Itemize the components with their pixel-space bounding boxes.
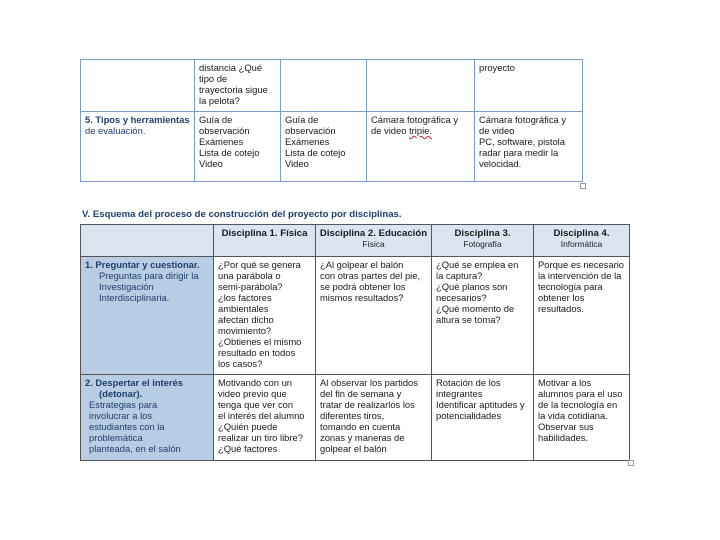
cell-line: Video [199,158,223,169]
cell-line: Rotación de los [436,377,501,388]
cell-line: con otras partes del pie, [320,270,421,281]
row-heading: 2. Despertar el interés [85,377,183,388]
cell-line: mismos resultados? [320,292,404,303]
cell-line: resultados. [538,303,584,314]
process-table [80,224,630,461]
cell-line: Guía de [285,114,319,125]
cell-line: tomando en cuenta [320,421,401,432]
table-cell [195,112,281,182]
cell-line: del fin de semana y [320,388,402,399]
table-row [81,375,630,461]
cell-line: diferentes tiros, [320,410,385,421]
cell-line: realizar un tiro libre? [218,432,303,443]
table-cell [214,257,316,375]
header-corner [81,225,214,257]
cell-line: Motivar a los [538,377,592,388]
cell-line: alumnos para el uso [538,388,623,399]
cell-line: Motivando con un [218,377,293,388]
cell-line: Identificar aptitudes y [436,399,525,410]
row-subheading: de evaluación. [85,125,146,136]
cell-line: Exámenes [199,136,244,147]
cell-line: radar para medir la [479,147,559,158]
cell-line: potencialidades [436,410,502,421]
row-heading: 1. Preguntar y cuestionar. [85,259,200,270]
row-heading: (detonar). [99,388,143,399]
cell-line: zonas y maneras de [320,432,405,443]
cell-line: ¿Qué se emplea en [436,259,519,270]
row-subheading: estudiantes con la [89,421,165,432]
cell-line: video previo que [218,388,287,399]
cell-line: proyecto [479,62,515,73]
row-heading-cell [81,257,214,375]
cell-line: altura se toma? [436,314,501,325]
cell-line: se podrá obtener los [320,281,406,292]
table-row [81,60,583,112]
table-cell [214,375,316,461]
table-cell [81,112,195,182]
cell-line: movimiento? [218,325,272,336]
table-cell [195,60,281,112]
evaluation-table [80,59,583,182]
cell-line: los casos? [218,358,263,369]
row-subheading: planteada, en el salón [89,443,181,454]
cell-line: PC, software, pistola [479,136,565,147]
column-header: Disciplina 4. Informática [534,225,630,257]
cell-line: resultado en todos [218,347,296,358]
cell-line: integrantes [436,388,483,399]
section-title: V. Esquema del proceso de construcción del proyecto por disciplinas. [82,209,402,220]
column-header: Disciplina 3. Fotografía [432,225,534,257]
table-cell [81,60,195,112]
cell-line: ¿los factores [218,292,272,303]
table-cell [316,375,432,461]
table-cell [367,112,475,182]
cell-line: Porque es necesario [538,259,624,270]
cell-line: Video [285,158,309,169]
cell-line: habilidades. [538,432,589,443]
cell-line: ¿Por qué se genera [218,259,301,270]
cell-line: ambientales [218,303,269,314]
cell-text: de video [371,125,410,136]
cell-line [371,125,470,136]
row-subheading: Interdisciplinaria. [99,292,170,303]
cell-line: Cámara fotográfica y [371,114,459,125]
cell-line: Guía de [199,114,233,125]
cell-line: tenga que ver con [218,399,294,410]
row-subheading: Preguntas para dirigir la [99,270,199,281]
cell-line: Observar sus [538,421,594,432]
row-heading-cell [81,375,214,461]
cell-line: ¿Qué factores [218,443,278,454]
cell-line: ¿Obtienes el mismo [218,336,302,347]
column-header: Disciplina 1. Física [214,225,316,257]
cell-line: golpear el balón [320,443,387,454]
row-subheading: Estrategias para [89,399,158,410]
cell-line: Cámara fotográfica y [479,114,567,125]
cell-line: semi-parábola? [218,281,283,292]
cell-line: Lista de cotejo [199,147,260,158]
table-cell [475,60,583,112]
table-row [81,112,583,182]
cell-line: Al observar los partidos [320,377,418,388]
row-subheading: problemática [89,432,143,443]
cell-line: el interés del alumno [218,410,305,421]
table-resize-handle[interactable] [580,183,586,189]
cell-line: tipo de [199,73,228,84]
table-cell [432,257,534,375]
cell-line: tecnología para [538,281,603,292]
cell-line: de video [479,125,515,136]
cell-line: observación [199,125,250,136]
cell-line: de la tecnología en [538,399,618,410]
cell-line: ¿Quién puede [218,421,278,432]
table-cell [316,257,432,375]
cell-line: distancia ¿Qué [199,62,263,73]
spellcheck-word: tripie. [409,125,432,136]
cell-line: ¿Qué momento de [436,303,515,314]
column-header: Disciplina 2. Educación Física [316,225,432,257]
cell-line: la intervención de la [538,270,622,281]
cell-line: observación [285,125,336,136]
row-subheading: involucrar a los [89,410,153,421]
table-cell [534,375,630,461]
cell-line: obtener los [538,292,585,303]
row-subheading: Investigación [99,281,154,292]
cell-line: ¿Qué planos son [436,281,508,292]
table-cell [534,257,630,375]
cell-line: una parábola o [218,270,281,281]
table-cell [432,375,534,461]
table-cell [281,60,367,112]
cell-line: trayectoria sigue [199,84,268,95]
row-heading: 5. Tipos y herramientas [85,114,190,125]
table-cell [281,112,367,182]
cell-line: afectan dicho [218,314,274,325]
table-resize-handle[interactable] [628,460,634,466]
table-row [81,257,630,375]
cell-line: tratar de realizarlos los [320,399,415,410]
cell-line: ¿Al golpear el balón [320,259,404,270]
cell-line: necesarios? [436,292,487,303]
cell-line: la captura? [436,270,483,281]
cell-line: la vida cotidiana. [538,410,608,421]
table-cell [475,112,583,182]
cell-line: Lista de cotejo [285,147,346,158]
cell-line: la pelota? [199,95,240,106]
table-cell [367,60,475,112]
table-header-row [81,225,630,257]
cell-line: velocidad. [479,158,522,169]
cell-line: Exámenes [285,136,330,147]
